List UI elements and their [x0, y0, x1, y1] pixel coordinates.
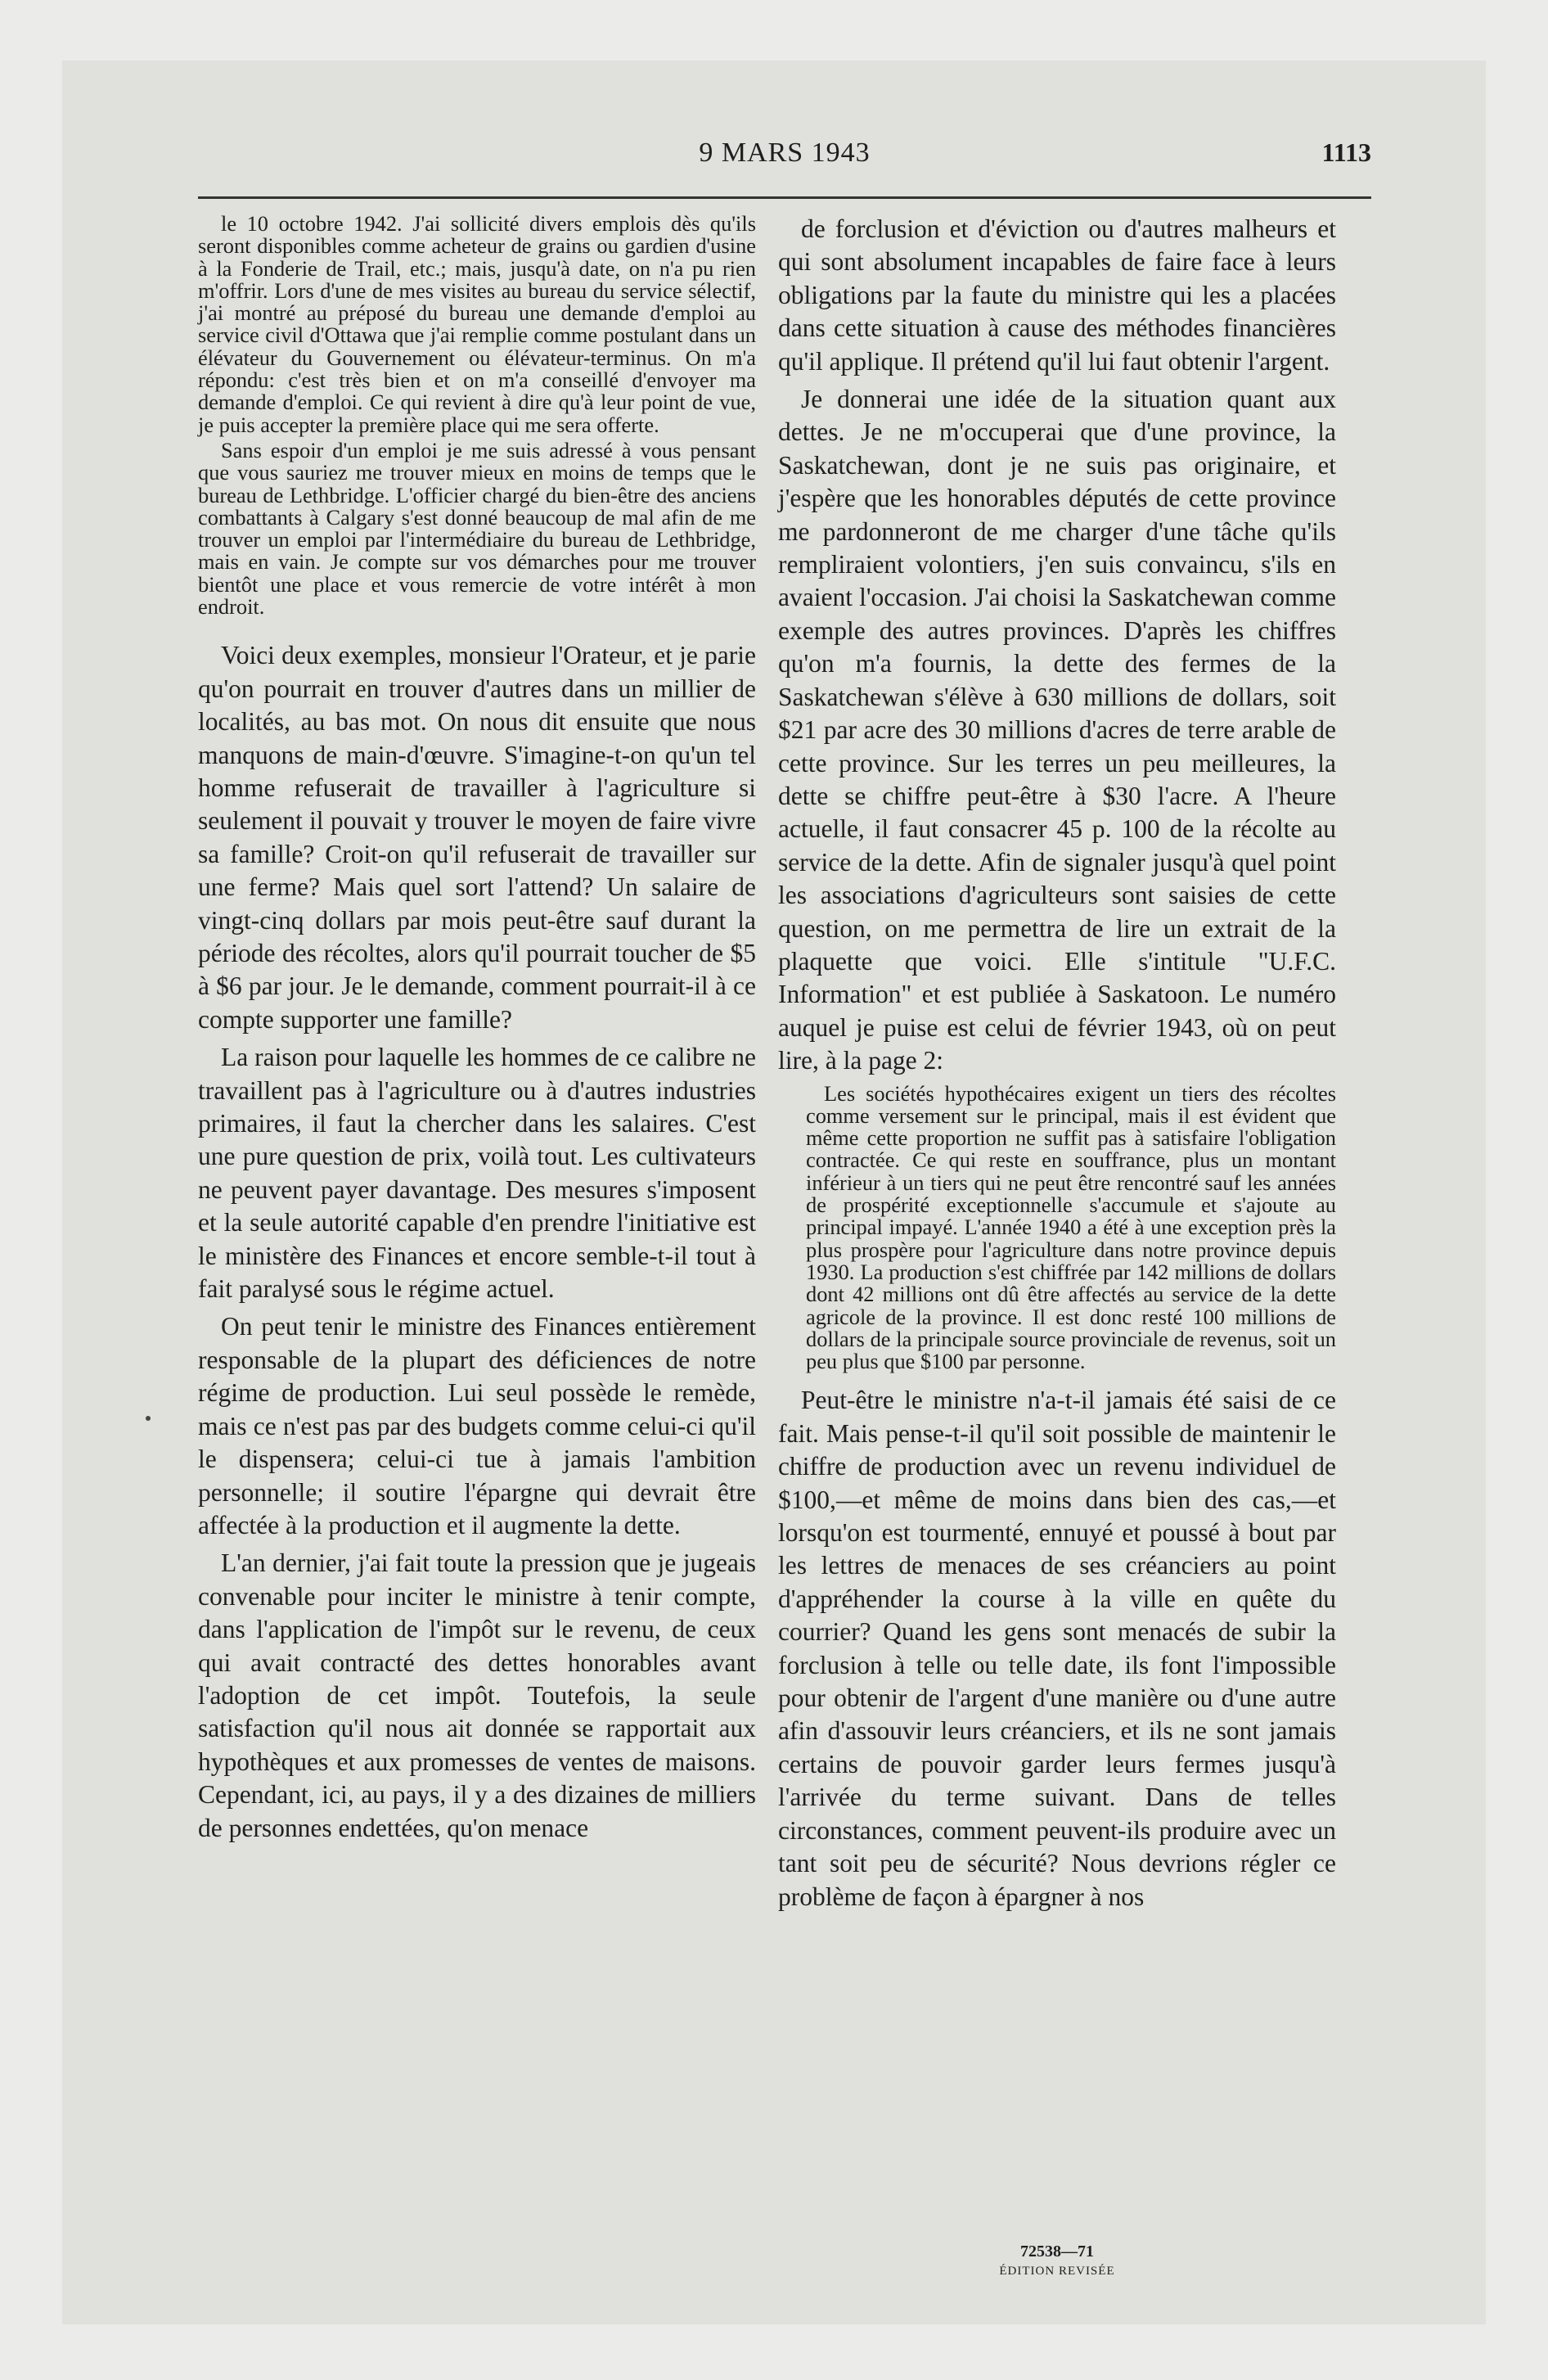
page-header [198, 137, 1371, 183]
body-paragraph: On peut tenir le ministre des Finances entièrement responsable de la plupart des déficiences de notre régime de production. Lui seul possède le remède, mais ce n'est pas par des budgets comme celui-ci qu'il le dispensera; celui-ci tue à jamais l'ambition personnelle; il soutire l'épargne qui devrait être affectée à la production et il augmente la dette. [198, 1312, 756, 1539]
body-paragraph: Je donnerai une idée de la situation quant aux dettes. Je ne m'occuperai que d'une province, la Saskatchewan, dont je ne suis pas originaire, et j'espère que les honorables députés de cette province me pardonneront de me charger d'une tâche qu'ils rempliraient volontiers, j'en suis convaincu, s'ils en avaient l'occasion. J'ai choisi la Saskatchewan comme exemple des autres provinces. D'après les chiffres qu'on m'a fournis, la dette des fermes de la Saskatchewan s'élève à 630 millions de dollars, soit $21 par acre des 30 millions d'acres de terre arable de cette province. Sur les terres un peu meilleures, la dette se chiffre peut-être à $30 l'acre. A l'heure actuelle, il faut consacrer 45 p. 100 de la récolte au service de la dette. Afin de signaler jusqu'à quel point les associations d'agriculteurs sont saisies de cette question, on me permettra de lire un extrait de la plaquette que voici. Elle s'intitule "U.F.C. Information" et est publiée à Saskatoon. Le numéro auquel je puise est celui de février 1943, où on peut lire, à la page 2: [778, 385, 1336, 1075]
print-code: 72538—71 [1020, 2243, 1094, 2261]
body-paragraph: de forclusion et d'éviction ou d'autres malheurs et qui sont absolument incapables de faire face à leurs obligations par la faute du ministre qui les a placées dans cette situation à cause des méthodes financières qu'il applique. Il prétend qu'il lui faut obtenir l'argent. [778, 214, 1336, 376]
stray-mark [146, 1416, 151, 1421]
block-quote: Les sociétés hypothécaires exigent un tiers des récoltes comme versement sur le principal, mais il est évident que même cette proportion ne suffit pas à satisfaire l'obligation contractée. Ce qui reste en souffrance, plus un montant inférieur à un tiers qui ne peut être rencontré sauf les années de prospérité exceptionnelle s'accumule et s'ajoute au principal impayé. L'année 1940 a été à une exception près la plus prospère pour l'agriculture dans notre province depuis 1930. La production s'est chiffrée par 142 millions de dollars dont 42 millions ont dû être affectés au service de la dette agricole de la province. Il est donc resté 100 millions de dollars de la principale source provinciale de revenus, soit un peu plus que $100 par personne. [806, 1080, 1336, 1374]
page-number: 1113 [1321, 137, 1371, 167]
letter-paragraph: le 10 octobre 1942. J'ai sollicité divers emplois dès qu'ils seront disponibles comme acheteur de grains ou gardien d'usine à la Fonderie de Trail, etc.; mais, jusqu'à date, on n'a pu rien m'offrir. Lors d'une de mes visites au bureau du service sélectif, j'ai montré au préposé du bureau une demande d'emploi au service civil d'Ottawa que j'ai remplie comme postulant dans un élévateur du Gouvernement ou élévateur-terminus. On m'a répondu: c'est très bien et on m'a conseillé d'envoyer ma demande d'emploi. Ce qui revient à dire qu'à leur point de vue, je puis accepter la première place qui me sera offerte. [198, 211, 756, 437]
body-paragraph: La raison pour laquelle les hommes de ce calibre ne travaillent pas à l'agriculture ou à d'autres industries primaires, il faut la chercher dans les salaires. C'est une pure question de prix, voilà tout. Les cultivateurs ne peuvent payer davantage. Des mesures s'imposent et la seule autorité capable d'en prendre l'initiative est le ministère des Finances et encore semble-t-il tout à fait paralysé sous le régime actuel. [198, 1043, 756, 1304]
page-scan [62, 61, 1486, 2324]
letter-paragraph: Sans espoir d'un emploi je me suis adressé à vous pensant que vous sauriez me trouver mieux en moins de temps que le bureau de Lethbridge. L'officier chargé du bien-être des anciens combattants à Calgary s'est donné beaucoup de mal afin de me trouver un emploi par l'intermédiaire du bureau de Lethbridge, mais en vain. Je compte sur vos démarches pour me trouver bientôt une place et vous remercie de votre intérêt à mon endroit. [198, 437, 756, 620]
right-column [778, 213, 1336, 1913]
page-footer [778, 2243, 1336, 2279]
left-column [198, 213, 756, 1845]
edition-label: ÉDITION REVISÉE [999, 2265, 1115, 2278]
header-rule [198, 196, 1371, 199]
body-paragraph: L'an dernier, j'ai fait toute la pression que je jugeais convenable pour inciter le ministre à tenir compte, dans l'application de l'impôt sur le revenu, de ceux qui avait contracté des dettes honorables avant l'adoption de cet impôt. Toutefois, la seule satisfaction qu'il nous ait donnée se rapportait aux hypothèques et aux promesses de ventes de maisons. Cependant, ici, au pays, il y a des dizaines de milliers de personnes endettées, qu'on menace [198, 1548, 756, 1842]
body-paragraph: Voici deux exemples, monsieur l'Orateur, et je parie qu'on pourrait en trouver d'autres dans un millier de localités, au bas mot. On nous dit ensuite que nous manquons de main-d'œuvre. S'imagine-t-on qu'un tel homme refuserait de travailler à l'agriculture si seulement il pouvait y trouver le moyen de faire vivre sa famille? Croit-on qu'il refuserait de travailler sur une ferme? Mais quel sort l'attend? Un salaire de vingt-cinq dollars par mois peut-être sauf durant la période des récoltes, alors qu'il pourrait toucher de $5 à $6 par jour. Je le demande, comment pourrait-il à ce compte supporter une famille? [198, 641, 756, 1034]
header-date: 9 MARS 1943 [699, 137, 871, 168]
body-paragraph: Peut-être le ministre n'a-t-il jamais été saisi de ce fait. Mais pense-t-il qu'il soit possible de maintenir le chiffre de production avec un revenu individuel de $100,—et même de moins dans bien des cas,—et lorsqu'on est tourmenté, ennuyé et poussé à bout par les lettres de menaces de ses créanciers au point d'appréhender la course à la ville en quête du courrier? Quand les gens sont menacés de subir la forclusion à telle ou telle date, ils font l'impossible pour obtenir de l'argent d'une manière ou d'une autre afin d'assouvir leurs créanciers, et ils ne sont jamais certains de pouvoir garder leurs fermes jusqu'à l'arrivée du terme suivant. Dans de telles circonstances, comment peuvent-ils produire avec un tant soit peu de sécurité? Nous devrions régler ce problème de façon à épargner à nos [778, 1386, 1336, 1911]
